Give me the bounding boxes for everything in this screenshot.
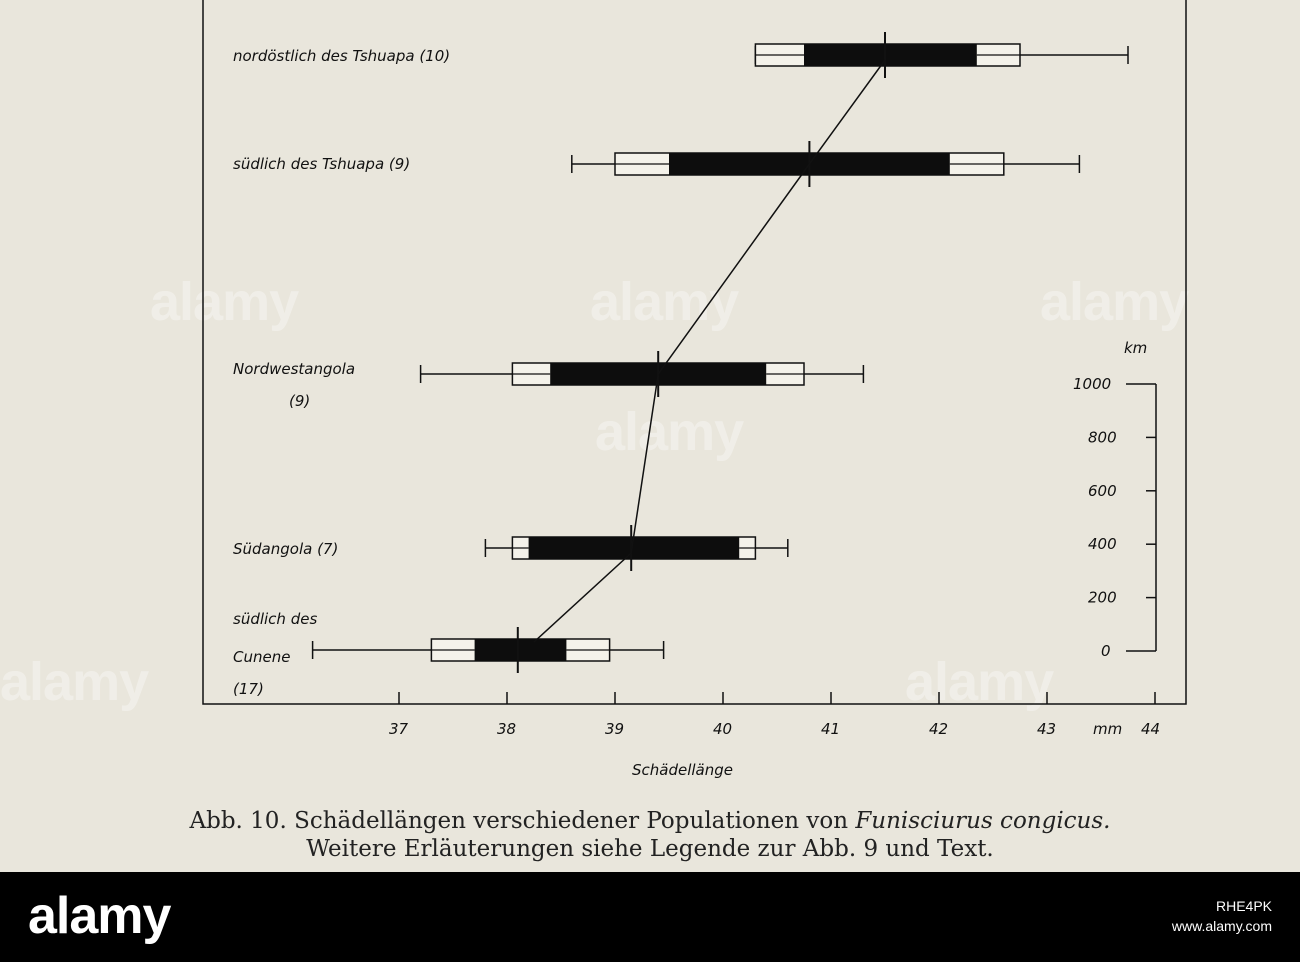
x-tick-label-40: 40 xyxy=(713,720,733,738)
x-tick-label-44: 44 xyxy=(1141,720,1161,738)
plot-frame xyxy=(203,0,1186,704)
range-bars xyxy=(313,32,1128,673)
x-tick-label-41: 41 xyxy=(821,720,841,738)
figure-caption-line1 xyxy=(0,808,1300,834)
watermark-footer xyxy=(0,872,1300,962)
site-url: www.alamy.com xyxy=(1171,918,1272,934)
figure-caption-line2: Weitere Erläuterungen siehe Legende zur Abb. 9 und Text. xyxy=(306,836,994,862)
range-bar-1 xyxy=(572,141,1080,187)
label-nordwestangola-n: (9) xyxy=(289,392,311,410)
x-unit-label: mm xyxy=(1093,720,1123,738)
km-scale xyxy=(1073,375,1156,660)
x-axis-title: Schädellänge xyxy=(632,761,734,779)
x-tick-label-39: 39 xyxy=(605,720,625,738)
watermark-text-4: alamy xyxy=(905,652,1054,712)
watermark-text-3: alamy xyxy=(0,652,149,712)
watermark-text-5: alamy xyxy=(595,402,744,462)
x-tick-label-42: 42 xyxy=(929,720,949,738)
range-bar-0 xyxy=(755,32,1128,78)
label-suedlich-tshuapa: südlich des Tshuapa (9) xyxy=(233,155,411,173)
label-cunene-n: (17) xyxy=(233,680,264,698)
alamy-logo: alamy xyxy=(28,887,171,945)
km-label: km xyxy=(1124,339,1148,357)
km-tick-label-0: 0 xyxy=(1101,642,1111,660)
image-id-code: RHE4PK xyxy=(1215,898,1272,914)
watermark-text-1: alamy xyxy=(590,272,739,332)
watermark-text-0: alamy xyxy=(150,272,299,332)
inner-box-4 xyxy=(475,639,567,661)
image-id xyxy=(1172,896,1272,936)
label-suedangola: Südangola (7) xyxy=(233,540,339,558)
inner-box-0 xyxy=(804,44,977,66)
x-tick-label-38: 38 xyxy=(497,720,517,738)
km-tick-label-400: 400 xyxy=(1088,535,1117,554)
km-tick-label-200: 200 xyxy=(1088,588,1117,607)
km-tick-label-600: 600 xyxy=(1088,481,1117,500)
caption-prefix: Abb. 10. Schädellängen verschiedener Populationen von xyxy=(189,808,856,834)
range-bar-4 xyxy=(313,627,664,673)
label-nordwestangola: Nordwestangola xyxy=(233,360,356,378)
inner-box-3 xyxy=(529,537,740,559)
x-tick-label-43: 43 xyxy=(1037,720,1057,738)
label-nordoestlich-tshuapa: nordöstlich des Tshuapa (10) xyxy=(233,47,451,65)
km-tick-label-800: 800 xyxy=(1088,428,1117,447)
label-cunene: Cunene xyxy=(233,648,291,666)
caption-species: Funisciurus congicus. xyxy=(855,808,1111,834)
x-tick-label-37: 37 xyxy=(389,720,409,738)
km-tick-label-1000: 1000 xyxy=(1073,375,1112,393)
watermark-text-2: alamy xyxy=(1040,272,1189,332)
range-bar-2 xyxy=(421,351,864,397)
range-bar-3 xyxy=(485,525,787,571)
label-suedlich-des: südlich des xyxy=(233,610,318,628)
